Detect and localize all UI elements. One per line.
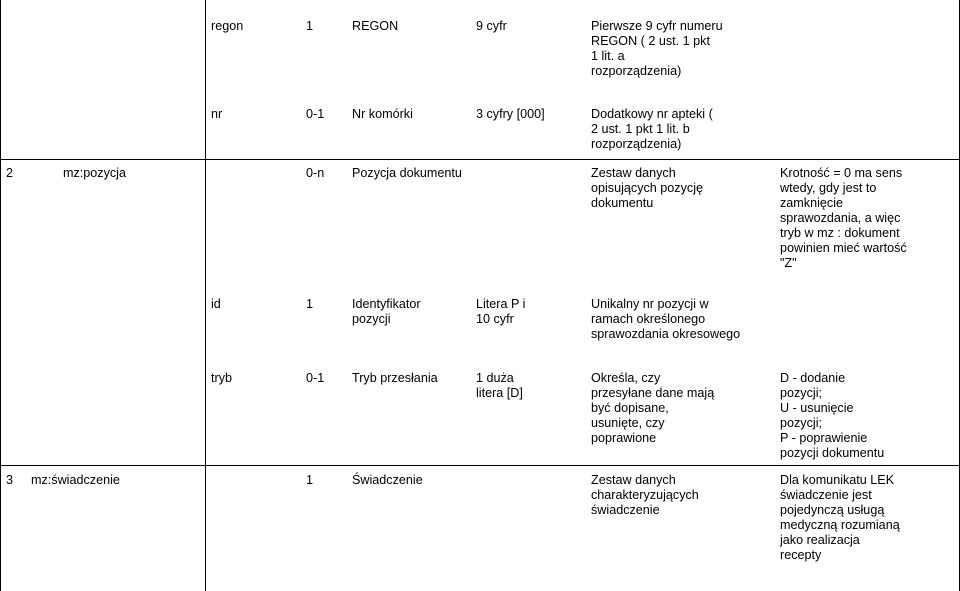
cell-format: 3 cyfry [000] xyxy=(476,107,545,121)
cell-label: Nr komórki xyxy=(352,107,413,121)
cell-description: Unikalny nr pozycji w ramach określonego sprawozdania okresowego xyxy=(591,297,741,341)
cell-label: REGON xyxy=(352,19,399,33)
cell-notes: D - dodanie pozycji; U - usunięcie pozycji; P - poprawienie pozycji dokumentu xyxy=(780,371,885,460)
table-border-col1 xyxy=(205,0,206,591)
cell-field-name: mz:pozycja xyxy=(63,166,126,180)
cell-label: Identyfikator pozycji xyxy=(352,297,421,326)
cell-format: Litera P i 10 cyfr xyxy=(476,297,526,326)
cell-field-name: mz:świadczenie xyxy=(31,473,120,487)
cell-cardinality: 0-1 xyxy=(306,371,325,385)
cell-notes: Krotność = 0 ma sens wtedy, gdy jest to zamknięcie sprawozdania, a więc tryb w mz : dokument powinien mieć wartość "Z" xyxy=(780,166,907,270)
cell-cardinality: 1 xyxy=(306,297,314,311)
cell-field-name: id xyxy=(211,297,221,311)
cell-notes: Dla komunikatu LEK świadczenie jest pojedynczą usługą medyczną rozumianą jako realizacja recepty xyxy=(780,473,900,562)
cell-format: 1 duża litera [D] xyxy=(476,371,523,400)
cell-field-name: regon xyxy=(211,19,244,33)
cell-cardinality: 1 xyxy=(306,473,314,487)
cell-cardinality: 0-n xyxy=(306,166,325,180)
cell-label: Tryb przesłania xyxy=(352,371,438,385)
cell-description: Określa, czy przesyłane dane mają być dopisane, usunięte, czy poprawione xyxy=(591,371,715,445)
cell-number: 2 xyxy=(6,166,14,180)
cell-description: Zestaw danych charakteryzujących świadczenie xyxy=(591,473,699,517)
cell-description: Zestaw danych opisujących pozycję dokumentu xyxy=(591,166,704,210)
cell-field-name: tryb xyxy=(211,371,232,385)
table-border-left xyxy=(0,0,1,591)
cell-label: Pozycja dokumentu xyxy=(352,166,462,180)
cell-description: Pierwsze 9 cyfr numeru REGON ( 2 ust. 1 pkt 1 lit. a rozporządzenia) xyxy=(591,19,723,78)
cell-cardinality: 0-1 xyxy=(306,107,325,121)
cell-cardinality: 1 xyxy=(306,19,314,33)
table-row-divider xyxy=(0,465,960,466)
cell-field-name: nr xyxy=(211,107,223,121)
cell-number: 3 xyxy=(6,473,14,487)
cell-format: 9 cyfr xyxy=(476,19,507,33)
cell-label: Świadczenie xyxy=(352,473,423,487)
cell-description: Dodatkowy nr apteki ( 2 ust. 1 pkt 1 lit. b rozporządzenia) xyxy=(591,107,713,151)
table-row-divider xyxy=(0,159,960,160)
